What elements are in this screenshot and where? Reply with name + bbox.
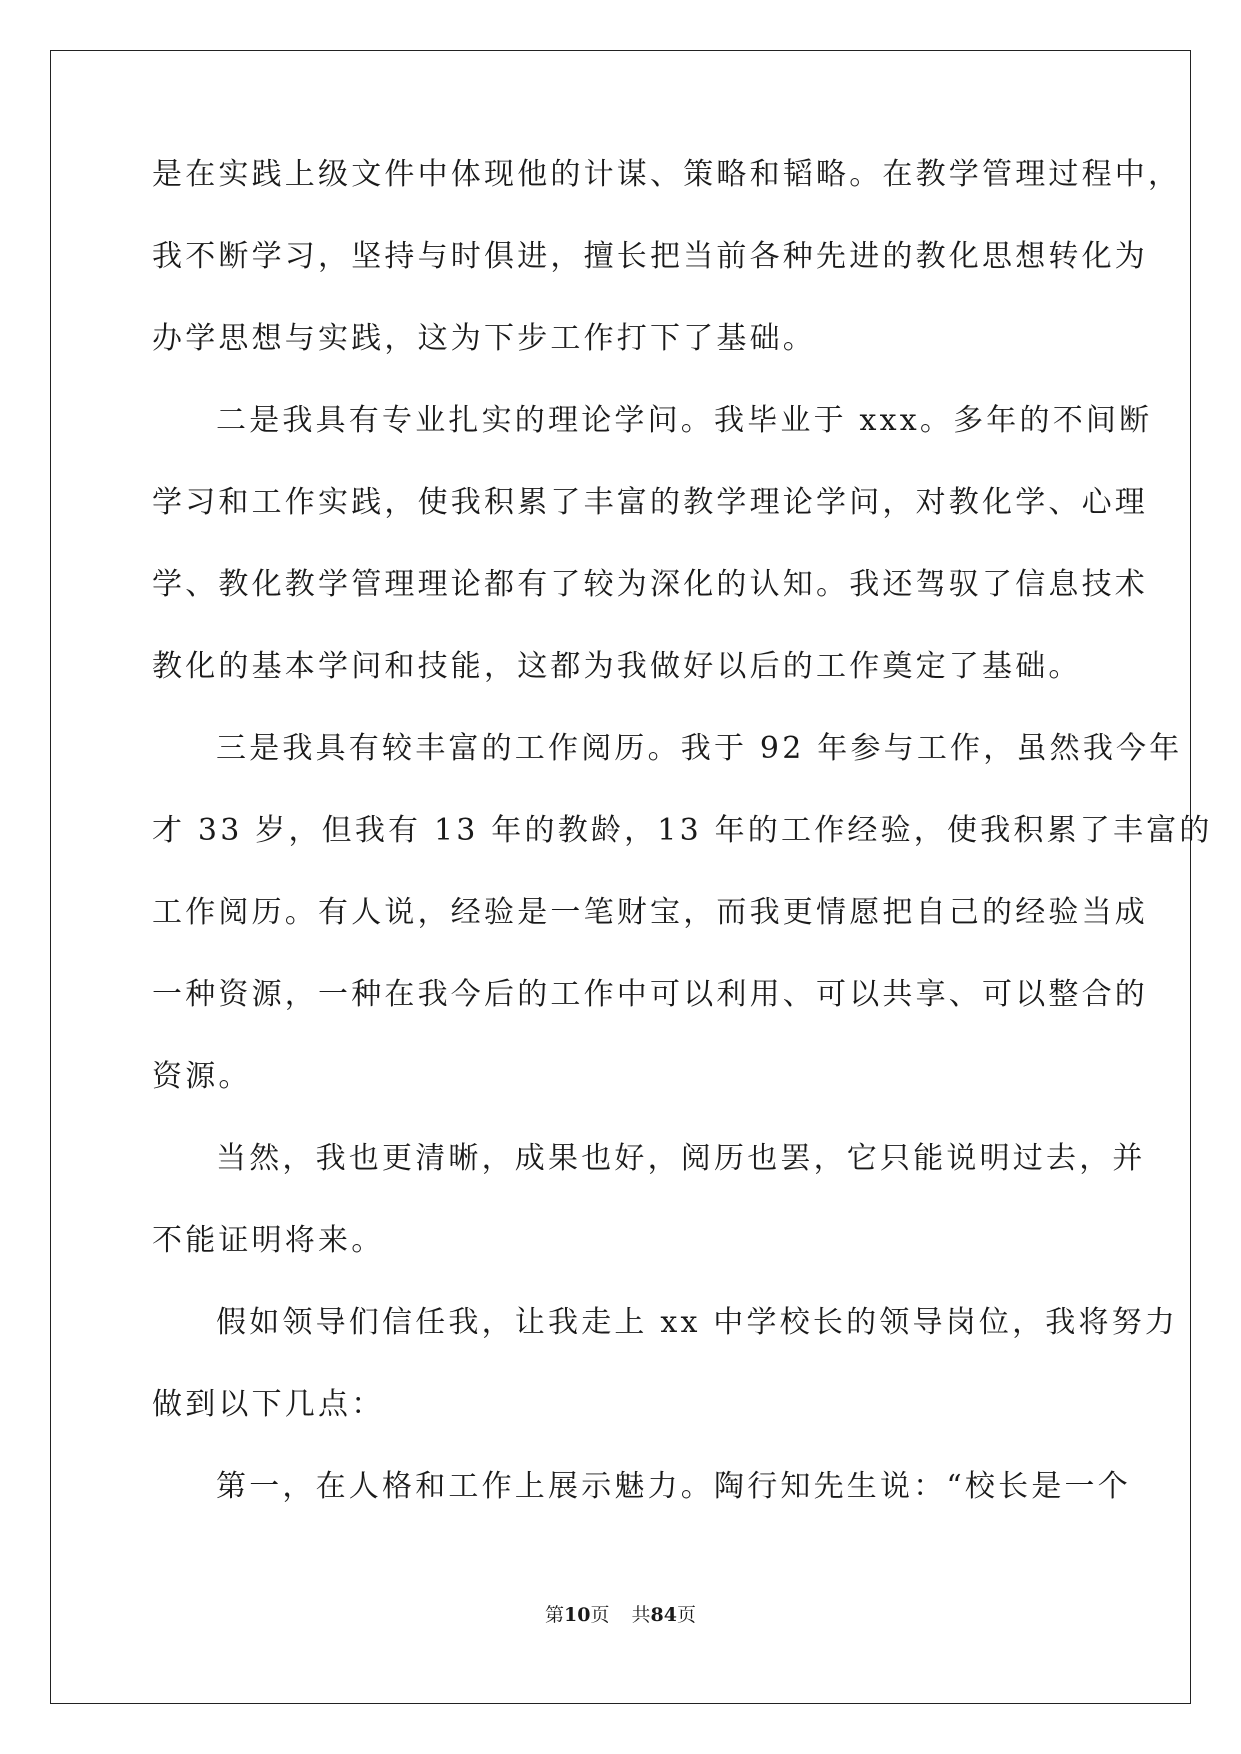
current-page-number: 10	[564, 1604, 591, 1626]
page-suffix: 页	[590, 1604, 610, 1626]
text-line: 学习和工作实践，使我积累了丰富的教学理论学问，对教化学、心理	[152, 485, 1148, 520]
text-line: 做到以下几点：	[152, 1387, 385, 1422]
text-line: 办学思想与实践，这为下步工作打下了基础。	[152, 321, 816, 356]
text-line: 才 33 岁，但我有 13 年的教龄，13 年的工作经验，使我积累了丰富的	[152, 813, 1213, 848]
paragraph-start-line: 当然，我也更清晰，成果也好，阅历也罢，它只能说明过去，并	[216, 1141, 1146, 1176]
text-line: 工作阅历。有人说，经验是一笔财宝，而我更情愿把自己的经验当成	[152, 895, 1148, 930]
document-body	[152, 157, 1213, 1554]
total-pages-number: 84	[650, 1604, 677, 1626]
paragraph-start-line: 二是我具有专业扎实的理论学问。我毕业于 xxx。多年的不间断	[216, 403, 1153, 438]
paragraph-start-line: 假如领导们信任我，让我走上 xx 中学校长的领导岗位，我将努力	[216, 1305, 1179, 1340]
text-line: 不能证明将来。	[152, 1223, 385, 1258]
text-line: 是在实践上级文件中体现他的计谋、策略和韬略。在教学管理过程中，	[152, 157, 1182, 192]
text-line: 学、教化教学管理理论都有了较为深化的认知。我还驾驭了信息技术	[152, 567, 1148, 602]
text-line: 资源。	[152, 1059, 252, 1094]
text-line: 教化的基本学问和技能，这都为我做好以后的工作奠定了基础。	[152, 649, 1082, 684]
paragraph-start-line: 三是我具有较丰富的工作阅历。我于 92 年参与工作，虽然我今年	[216, 731, 1183, 766]
total-prefix: 共	[631, 1604, 651, 1626]
paragraph-start-line: 第一，在人格和工作上展示魅力。陶行知先生说：“校长是一个	[216, 1469, 1131, 1504]
text-line: 我不断学习，坚持与时俱进，擅长把当前各种先进的教化思想转化为	[152, 239, 1148, 274]
total-suffix: 页	[676, 1604, 696, 1626]
text-line: 一种资源，一种在我今后的工作中可以利用、可以共享、可以整合的	[152, 977, 1148, 1012]
page-prefix: 第	[545, 1604, 565, 1626]
page-footer	[0, 1600, 1241, 1627]
